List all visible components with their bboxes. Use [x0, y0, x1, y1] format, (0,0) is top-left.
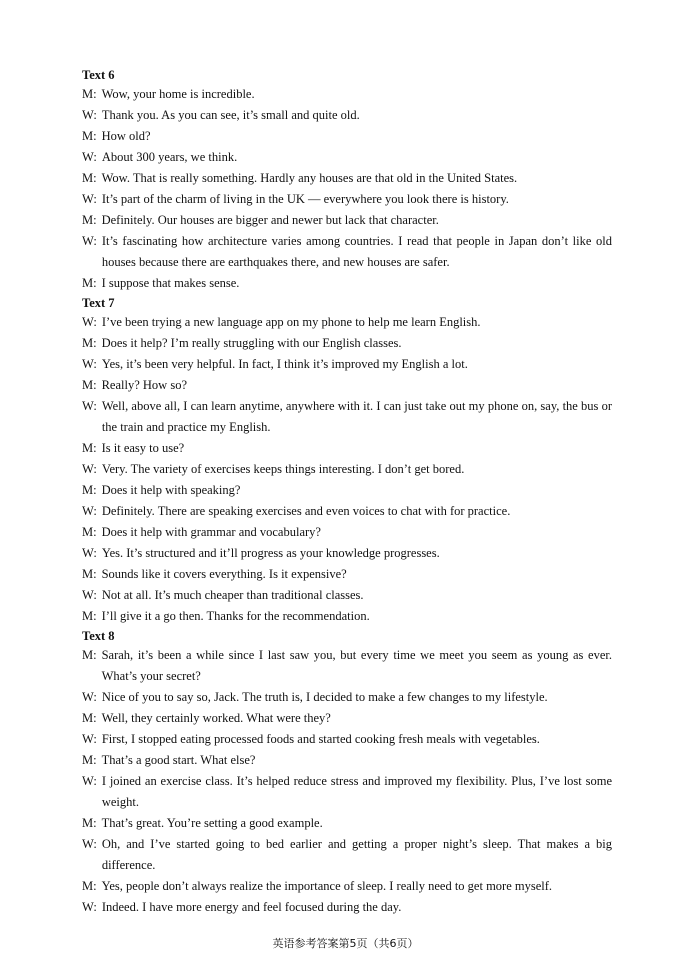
speaker-label: W: — [82, 837, 97, 851]
speaker-label: W: — [82, 315, 97, 329]
speaker-label: M: — [82, 171, 97, 185]
utterance-text: Yes. It’s structured and it’ll progress as your knowledge progresses. — [101, 546, 440, 560]
speaker-label: W: — [82, 504, 97, 518]
dialogue-line — [82, 522, 612, 543]
dialogue-line — [82, 126, 612, 147]
dialogue-line — [82, 333, 612, 354]
speaker-label: M: — [82, 648, 97, 662]
speaker-label: M: — [82, 753, 97, 767]
section-title: Text 8 — [82, 629, 115, 643]
utterance-text: I joined an exercise class. It’s helped reduce stress and improved my flexibility. Plus, I’ve lost some weight. — [101, 774, 612, 809]
speaker-label: M: — [82, 336, 97, 350]
speaker-label: W: — [82, 588, 97, 602]
speaker-label: W: — [82, 192, 97, 206]
utterance-text: Indeed. I have more energy and feel focused during the day. — [101, 900, 402, 914]
utterance-text: Does it help with grammar and vocabulary? — [101, 525, 321, 539]
dialogue-line — [82, 834, 612, 876]
utterance-text: I suppose that makes sense. — [101, 276, 240, 290]
speaker-label: M: — [82, 816, 97, 830]
speaker-label: M: — [82, 483, 97, 497]
dialogue-line — [82, 438, 612, 459]
section-title: Text 6 — [82, 68, 115, 82]
dialogue-line — [82, 105, 612, 126]
speaker-label: M: — [82, 567, 97, 581]
dialogue-line — [82, 585, 612, 606]
dialogue-line — [82, 273, 612, 294]
utterance-text: Definitely. There are speaking exercises and even voices to chat with for practice. — [101, 504, 511, 518]
utterance-text: Thank you. As you can see, it’s small and quite old. — [101, 108, 360, 122]
utterance-text: Is it easy to use? — [101, 441, 185, 455]
utterance-text: That’s a good start. What else? — [101, 753, 256, 767]
utterance-text: Not at all. It’s much cheaper than traditional classes. — [101, 588, 364, 602]
dialogue-line — [82, 750, 612, 771]
dialogue-line — [82, 375, 612, 396]
dialogue-line — [82, 231, 612, 273]
speaker-label: M: — [82, 213, 97, 227]
utterance-text: About 300 years, we think. — [101, 150, 238, 164]
speaker-label: M: — [82, 378, 97, 392]
speaker-label: W: — [82, 357, 97, 371]
dialogue-line — [82, 480, 612, 501]
utterance-text: Yes, it’s been very helpful. In fact, I think it’s improved my English a lot. — [101, 357, 468, 371]
utterance-text: I’ll give it a go then. Thanks for the recommendation. — [101, 609, 370, 623]
utterance-text: How old? — [101, 129, 151, 143]
dialogue-line — [82, 543, 612, 564]
utterance-text: It’s fascinating how architecture varies among countries. I read that people in Japan don’t like old houses because there are earthquakes there, and new houses are safer. — [101, 234, 612, 269]
dialogue-line — [82, 606, 612, 627]
utterance-text: Sounds like it covers everything. Is it expensive? — [101, 567, 347, 581]
section-title: Text 7 — [82, 296, 115, 310]
speaker-label: M: — [82, 441, 97, 455]
utterance-text: It’s part of the charm of living in the UK — everywhere you look there is history. — [101, 192, 509, 206]
dialogue-line — [82, 771, 612, 813]
dialogue-line — [82, 354, 612, 375]
speaker-label: W: — [82, 150, 97, 164]
dialogue-line — [82, 189, 612, 210]
dialogue-line — [82, 459, 612, 480]
utterance-text: Very. The variety of exercises keeps things interesting. I don’t get bored. — [101, 462, 465, 476]
dialogue-line — [82, 729, 612, 750]
utterance-text: First, I stopped eating processed foods and started cooking fresh meals with vegetables. — [101, 732, 540, 746]
utterance-text: Yes, people don’t always realize the importance of sleep. I really need to get more myself. — [101, 879, 553, 893]
utterance-text: Does it help? I’m really struggling with our English classes. — [101, 336, 402, 350]
speaker-label: M: — [82, 879, 97, 893]
speaker-label: W: — [82, 108, 97, 122]
dialogue-line — [82, 876, 612, 897]
speaker-label: W: — [82, 732, 97, 746]
dialogue-line — [82, 645, 612, 687]
utterance-text: That’s great. You’re setting a good example. — [101, 816, 323, 830]
utterance-text: Wow, your home is incredible. — [101, 87, 255, 101]
transcript-content — [82, 66, 612, 918]
speaker-label: W: — [82, 690, 97, 704]
utterance-text: Does it help with speaking? — [101, 483, 241, 497]
dialogue-line — [82, 168, 612, 189]
speaker-label: W: — [82, 462, 97, 476]
utterance-text: Well, above all, I can learn anytime, anywhere with it. I can just take out my phone on, say, the bus or the train and practice my English. — [101, 399, 612, 434]
dialogue-line — [82, 312, 612, 333]
dialogue-line — [82, 897, 612, 918]
page-footer: 英语参考答案第5页（共6页） — [272, 937, 419, 950]
speaker-label: M: — [82, 525, 97, 539]
dialogue-line — [82, 708, 612, 729]
speaker-label: M: — [82, 711, 97, 725]
utterance-text: Nice of you to say so, Jack. The truth is, I decided to make a few changes to my lifestyle. — [101, 690, 548, 704]
dialogue-line — [82, 501, 612, 522]
speaker-label: W: — [82, 546, 97, 560]
speaker-label: M: — [82, 276, 97, 290]
speaker-label: W: — [82, 774, 97, 788]
dialogue-line — [82, 84, 612, 105]
utterance-text: Well, they certainly worked. What were they? — [101, 711, 331, 725]
dialogue-line — [82, 396, 612, 438]
utterance-text: Definitely. Our houses are bigger and newer but lack that character. — [101, 213, 439, 227]
utterance-text: Really? How so? — [101, 378, 187, 392]
speaker-label: W: — [82, 399, 97, 413]
utterance-text: I’ve been trying a new language app on my phone to help me learn English. — [101, 315, 481, 329]
dialogue-line — [82, 813, 612, 834]
dialogue-line — [82, 147, 612, 168]
speaker-label: M: — [82, 609, 97, 623]
speaker-label: W: — [82, 900, 97, 914]
speaker-label: M: — [82, 87, 97, 101]
dialogue-line — [82, 210, 612, 231]
utterance-text: Sarah, it’s been a while since I last saw you, but every time we meet you seem as young as ever. What’s your secret? — [101, 648, 612, 683]
dialogue-line — [82, 687, 612, 708]
utterance-text: Wow. That is really something. Hardly any houses are that old in the United States. — [101, 171, 518, 185]
speaker-label: W: — [82, 234, 97, 248]
dialogue-line — [82, 564, 612, 585]
utterance-text: Oh, and I’ve started going to bed earlier and getting a proper night’s sleep. That makes a big difference. — [101, 837, 612, 872]
speaker-label: M: — [82, 129, 97, 143]
